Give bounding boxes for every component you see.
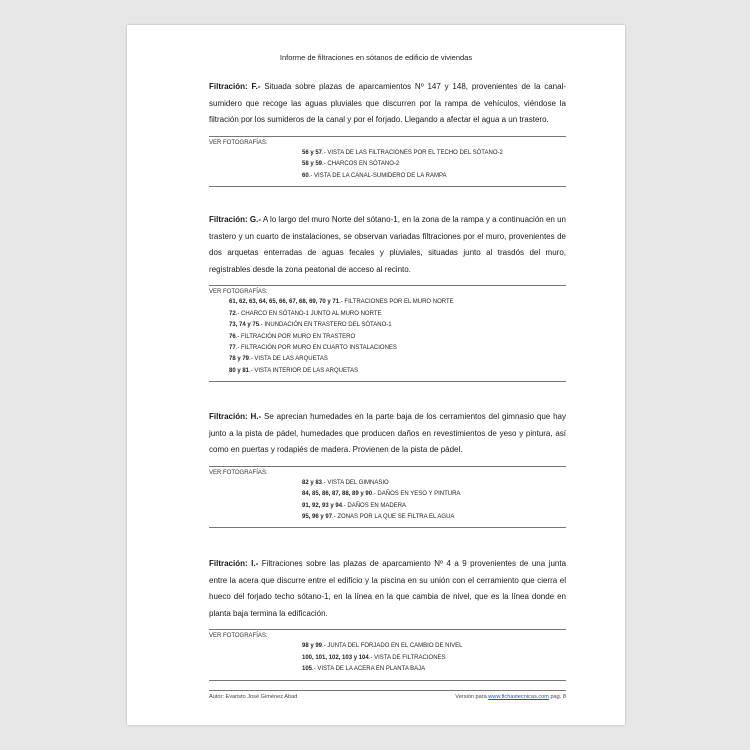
photo-item: 100, 101, 102, 103 y 104.- VISTA DE FILTRACIONES [302,654,446,661]
page-header: Informe de filtraciones en sótanos de edificio de viviendas [279,53,473,62]
footer-page-number: pag. 8 [548,694,566,700]
section-paragraph: Filtración: G.- A lo largo del muro Norte del sótano-1, en la zona de la rampa y a continuación en un trastero y un cuarto de instalaciones, se observan variadas filtraciones por el muro, provenientes de dos arquetas enterradas de aguas fecales y pluviales, situadas junto al trasdós del muro, registrables desde la zona peatonal de acceso al recinto. [209,215,567,274]
page-footer [209,690,566,700]
photo-item: 56 y 57.- VISTA DE LAS FILTRACIONES POR EL TECHO DEL SÓTANO-2 [302,149,503,156]
photo-item: 76.- FILTRACIÓN POR MURO EN TRASTERO [229,333,356,340]
photo-item: 73, 74 y 75.- INUNDACIÓN EN TRASTERO DEL SÓTANO-1 [229,322,392,329]
photo-item: 105.- VISTA DE LA ACERA EN PLANTA BAJA [302,666,426,673]
photos-label: VER FOTOGRAFÍAS: [209,633,268,640]
section-lead: Filtración: F.- [209,82,261,91]
footer-version: Versión para www.fichastecnicas.com pag. 8 [455,694,566,700]
section-filtracion-i [209,556,566,681]
section-filtracion-f [209,79,566,187]
section-lead: Filtración: G.- [209,215,262,224]
photos-block [209,285,566,382]
photo-item: 72.- CHARCO EN SÓTANO-1 JUNTO AL MURO NORTE [229,310,382,317]
photo-item: 78 y 79.- VISTA DE LAS ARQUETAS [229,356,328,363]
photos-label: VER FOTOGRAFÍAS: [209,289,268,296]
photo-item: 95, 96 y 97.- ZONAS POR LA QUE SE FILTRA EL AGUA [302,514,455,520]
section-paragraph: Filtración: H.- Se aprecian humedades en la parte baja de los cerramientos del gimnasio que hay junto a la pista de pádel, humedades que producen daños en revestimientos de yeso y pintura, así como en puertas y rodapiés de madera. Provienen de la pista de pádel. [209,412,566,455]
footer-link[interactable]: www.fichastecnicas.com [488,694,549,700]
photo-item: 82 y 83.- VISTA DEL GIMNASIO [302,479,389,486]
section-filtracion-g [209,212,566,382]
photo-item: 91, 92, 93 y 94.- DAÑOS EN MADERA [302,502,407,509]
footer-author: Autor: Evaristo José Giménez Abad [209,694,298,700]
photo-item: 58 y 59.- CHARCOS EN SÓTANO-2 [302,161,400,168]
photos-label: VER FOTOGRAFÍAS: [209,139,268,146]
photos-block [209,136,566,187]
photo-item: 61, 62, 63, 64, 65, 66, 67, 68, 69, 70 y 71.- FILTRACIONES POR EL MURO NORTE [229,299,454,306]
section-paragraph: Filtración: I.- Filtraciones sobre las plazas de aparcamiento Nº 4 a 9 provenientes de una junta entre la acera que discurre entre el edificio y la piscina en su unión con el cerramiento que cierra el hueco del forjado techo sótano-1, en la línea en la que cambia de nivel, que es la línea donde en planta baja termina la edificación. [209,559,567,618]
photos-block [209,466,566,529]
photo-item: 77.- FILTRACIÓN POR MURO EN CUARTO INSTALACIONES [229,345,397,351]
photos-block [209,629,566,680]
section-paragraph: Filtración: F.- Situada sobre plazas de aparcamientos Nº 147 y 148, provenientes de la canal-sumidero que recoge las aguas pluviales que discurren por la rampa de vehículos, viéndose la filtración por los sumideros de la canal y por el forjado. Llegando a afectar el agua a un trastero. [209,82,566,125]
photo-item: 84, 85, 86, 87, 88, 89 y 90.- DAÑOS EN YESO Y PINTURA [302,491,461,498]
photo-item: 98 y 99.- JUNTA DEL FORJADO EN EL CAMBIO DE NIVEL [302,643,463,650]
section-filtracion-h [209,409,566,528]
section-lead: Filtración: I.- [209,559,259,568]
photo-item: 60.- VISTA DE LA CANAL-SUMIDERO DE LA RAMPA [302,172,447,179]
photo-item: 80 y 81.- VISTA INTERIOR DE LAS ARQUETAS [229,367,359,374]
section-lead: Filtración: H.- [209,412,262,421]
document-page [127,25,625,725]
photos-label: VER FOTOGRAFÍAS: [209,469,268,476]
